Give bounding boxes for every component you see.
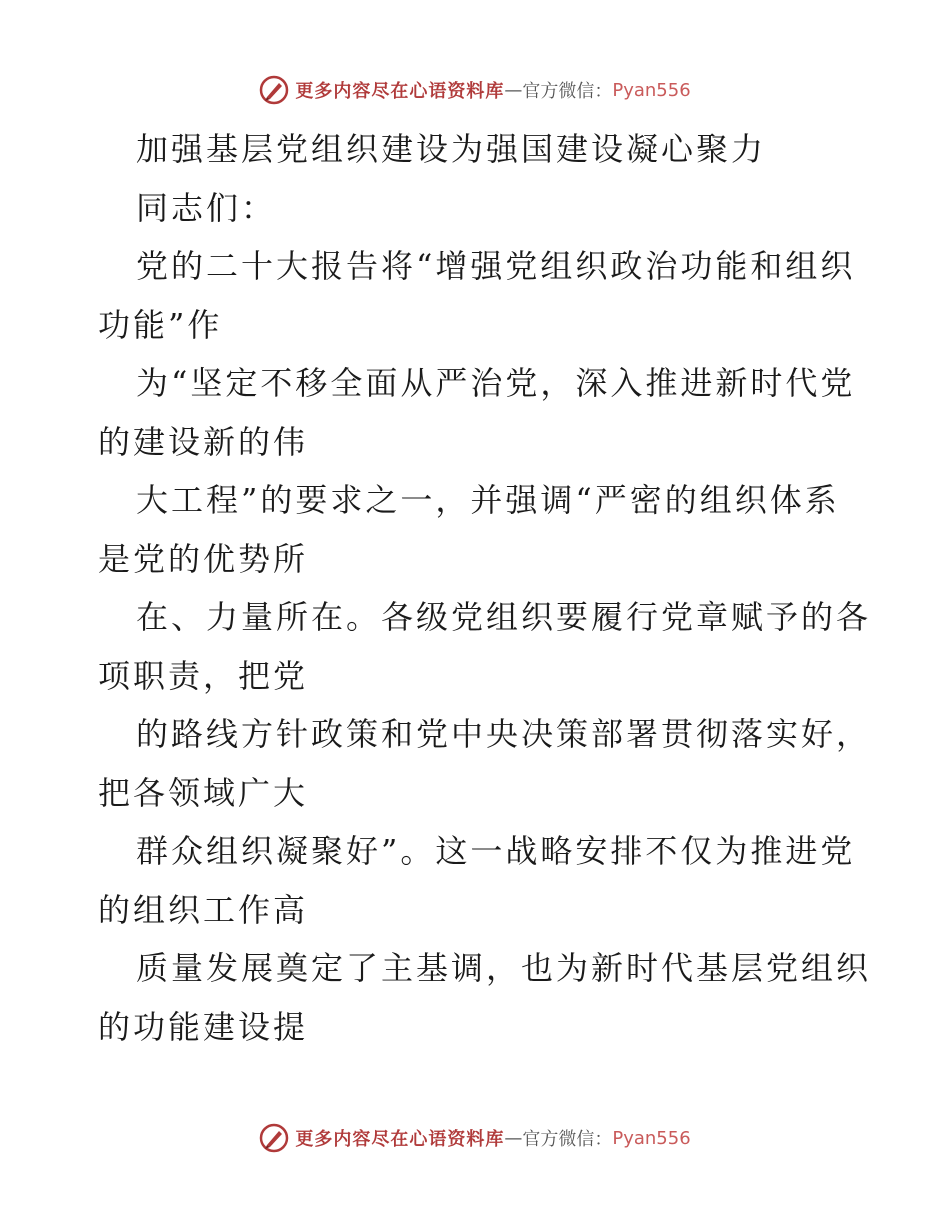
document-title: 加强基层党组织建设为强国建设凝心聚力 — [136, 130, 767, 168]
text-line: 大工程”的要求之一，并强调“严密的组织体系 — [136, 481, 840, 519]
footer-wechat-id: Pyan556 — [612, 1127, 691, 1149]
text-line: 的建设新的伟 — [98, 422, 309, 461]
header-wechat-label: 官方微信： — [522, 81, 613, 102]
text-line: 把各领域广大 — [98, 773, 309, 812]
text-line: 为“坚定不移全面从严治党，深入推进新时代党 — [136, 364, 856, 402]
header-dash: — — [504, 79, 523, 101]
header-wechat-id: Pyan556 — [612, 79, 691, 101]
text-line: 项职责，把党 — [98, 656, 309, 695]
header-banner — [0, 70, 950, 110]
text-line: 群众组织凝聚好”。这一战略安排不仅为推进党 — [136, 832, 856, 870]
document-body — [98, 120, 872, 1056]
text-line: 的功能建设提 — [98, 1007, 309, 1046]
pen-logo-icon — [259, 1123, 289, 1153]
text-line: 的组织工作高 — [98, 890, 309, 929]
text-line: 党的二十大报告将“增强党组织政治功能和组织 — [136, 247, 856, 285]
text-line: 的路线方针政策和党中央决策部署贯彻落实好， — [136, 715, 872, 753]
salutation: 同志们： — [136, 188, 277, 227]
footer-dash: — — [504, 1127, 523, 1149]
text-line: 质量发展奠定了主基调，也为新时代基层党组织 — [136, 949, 872, 987]
text-line: 功能”作 — [98, 305, 223, 344]
header-brand-text: 更多内容尽在心语资料库 — [295, 81, 505, 102]
footer-banner — [0, 1118, 950, 1158]
footer-brand-text: 更多内容尽在心语资料库 — [295, 1129, 505, 1150]
text-line: 是党的优势所 — [98, 539, 309, 578]
text-line: 在、力量所在。各级党组织要履行党章赋予的各 — [136, 598, 872, 636]
pen-logo-icon — [259, 75, 289, 105]
footer-wechat-label: 官方微信： — [522, 1129, 613, 1150]
